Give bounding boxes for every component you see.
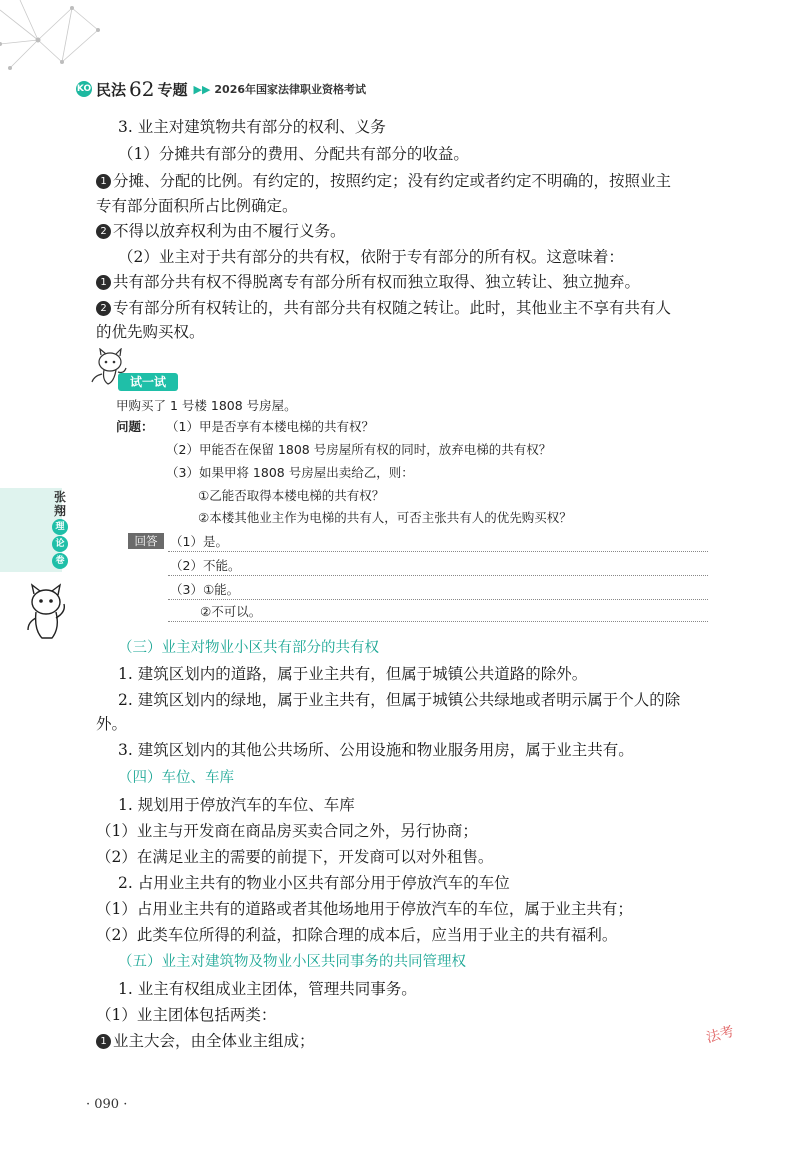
section-3-p3: 3. 建筑区划内的其他公共场所、公用设施和物业服务用房，属于业主共有。	[118, 741, 634, 759]
point-2-line: 2 不得以放弃权利为由不履行义务。	[96, 220, 346, 242]
section-4-p1: 1. 规划用于停放汽车的车位、车库	[118, 796, 355, 814]
section-5-p3-line: 1 业主大会，由全体业主组成；	[96, 1030, 315, 1052]
number-badge-2b: 2	[96, 301, 111, 316]
running-header	[76, 78, 366, 100]
number-badge-2: 2	[96, 224, 111, 239]
question-3a: ①乙能否取得本楼电梯的共有权？	[198, 488, 385, 503]
header-topic: 专题	[157, 80, 188, 99]
double-arrow-icon: ▶▶	[193, 82, 211, 96]
question-2: （2）甲能否在保留 1808 号房屋所有权的同时，放弃电梯的共有权？	[166, 442, 552, 457]
section-3-p2: 2. 建筑区划内的绿地，属于业主共有，但属于城镇公共绿地或者明示属于个人的除	[118, 691, 681, 709]
section-3-heading: （三）业主对物业小区共有部分的共有权	[118, 640, 379, 656]
section-4-p3: （2）在满足业主的需要的前提下，开发商可以对外租售。	[96, 848, 494, 866]
section-4-heading: （四）车位、车库	[118, 770, 234, 786]
header-exam-title: 2026年国家法律职业资格考试	[214, 83, 367, 96]
network-decoration	[0, 0, 110, 80]
item-1: （1）分摊共有部分的费用、分配共有部分的收益。	[118, 145, 469, 163]
section-4-p4: 2. 占用业主共有的物业小区共有部分用于停放汽车的车位	[118, 874, 510, 892]
questions-label: 问题：	[116, 419, 154, 434]
question-3: （3）如果甲将 1808 号房屋出卖给乙，则：	[166, 465, 414, 480]
section-4-p2: （1）业主与开发商在商品房买卖合同之外，另行协商；	[96, 822, 478, 840]
point-1-continued: 专有部分面积所占比例确定。	[96, 197, 298, 215]
header-number: 62	[129, 77, 155, 101]
point-2b-line: 2 专有部分所有权转让的，共有部分共有权随之转让。此时，其他业主不享有共有人	[96, 297, 671, 319]
point-1-line: 1 分摊、分配的比例。有约定的，按照约定；没有约定或者约定不明确的，按照业主	[96, 170, 671, 192]
section-5-p1: 1. 业主有权组成业主团体，管理共同事务。	[118, 980, 417, 998]
section-5-p2: （1）业主团体包括两类：	[96, 1006, 277, 1024]
question-3b: ②本楼其他业主作为电梯的共有人，可否主张共有人的优先购买权？	[198, 510, 572, 525]
page-number: · 090 ·	[86, 1097, 128, 1112]
try-scenario: 甲购买了 1 号楼 1808 号房屋。	[116, 398, 297, 413]
answer-label: 回答	[128, 533, 164, 549]
number-badge-1: 1	[96, 174, 111, 189]
answer-divider	[168, 575, 708, 576]
section-5-heading: （五）业主对建筑物及物业小区共同事务的共同管理权	[118, 954, 466, 970]
section-4-p5: （1）占用业主共有的道路或者其他场地用于停放汽车的车位，属于业主共有；	[96, 900, 633, 918]
answer-3b: ②不可以。	[200, 604, 262, 619]
answer-divider	[168, 621, 708, 622]
side-tab-label: 张 翔 理 论 卷	[52, 490, 68, 570]
try-it-badge: 试一试	[118, 373, 178, 391]
section-3-p1: 1. 建筑区划内的道路，属于业主共有，但属于城镇公共道路的除外。	[118, 665, 588, 683]
number-badge-1b: 1	[96, 275, 111, 290]
answer-divider	[168, 551, 708, 552]
mascot-thumbs-up-icon	[22, 582, 70, 642]
point-1b-line: 1 共有部分共有权不得脱离专有部分所有权而独立取得、独立转让、独立抛弃。	[96, 271, 640, 293]
answer-2: （2）不能。	[170, 558, 241, 573]
item-2: （2）业主对于共有部分的共有权，依附于专有部分的所有权。这意味着：	[118, 248, 624, 266]
question-1: （1）甲是否享有本楼电梯的共有权？	[166, 419, 374, 434]
section-3-p2-continued: 外。	[96, 715, 128, 733]
point-2b-continued: 的优先购买权。	[96, 323, 205, 341]
number-badge-1c: 1	[96, 1034, 111, 1049]
header-subject: 民法	[96, 80, 127, 99]
answer-divider	[168, 599, 708, 600]
answer-1: （1）是。	[170, 534, 228, 549]
subheading-3: 3. 业主对建筑物共有部分的权利、义务	[118, 118, 386, 136]
answer-3a: （3）①能。	[170, 582, 240, 597]
section-4-p6: （2）此类车位所得的利益，扣除合理的成本后，应当用于业主的共有福利。	[96, 926, 618, 944]
watermark-stamp: 法考	[704, 1023, 736, 1047]
book-logo-icon: KO	[76, 81, 92, 97]
